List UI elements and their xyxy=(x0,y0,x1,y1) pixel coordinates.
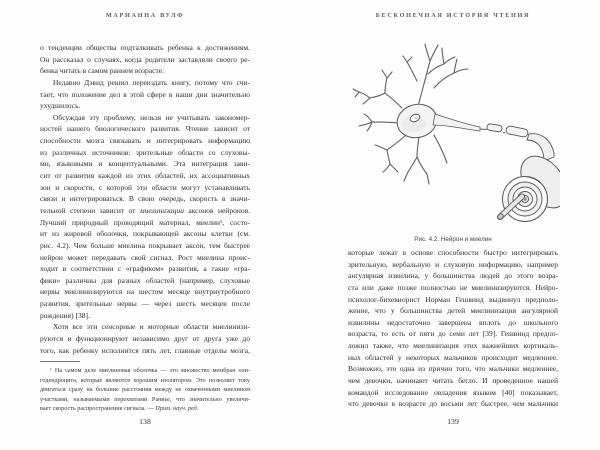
text-line: Лучший природный проводящий материал, миелин¹, состо- xyxy=(40,217,250,227)
text-line: ¹ На самом деле миелиновая оболочка — это множество мембран оли- xyxy=(50,367,250,374)
text-line: бенка читать в самом раннем возрасте. xyxy=(40,66,164,76)
text-line: фики» различны для разных областей (например, слуховые xyxy=(40,275,250,285)
text-line: которые лежат в основе способности быстро интегрировать xyxy=(348,248,558,257)
text-line: жение, что у большинства детей миелинизация ангулярной xyxy=(348,306,558,316)
text-line: ит из жировой оболочки, покрывающей аксоны клетки (см. xyxy=(40,229,250,239)
text-line: двигаться сразу на большие расстояния между не охваченными миелином xyxy=(40,386,250,394)
text-line: Он рассказал о случаях, когда родители заставляли своего ре- xyxy=(40,54,250,64)
text-line: тельной степени зависит от миелинизации аксонов нейронов. xyxy=(40,205,250,215)
text-line: Возможно, это одна из причин того, что мальчики медленнее, xyxy=(348,364,558,374)
text-line: ангулярная извилина, у большинства людей до этого возра- xyxy=(348,271,558,281)
text-line: нервы миелинизируются на шестом месяце внутриутробного xyxy=(40,287,250,297)
text-line: тает, что положение дел в этой сфере в наши дни значительно xyxy=(40,89,250,99)
figure-caption: Рис. 4.2. Нейрон и миелин xyxy=(414,236,492,243)
text-line: руются и функционируют независимо друг от друга уже до xyxy=(40,334,250,344)
text-line: развития, зрительные нервы — через шесть месяцев после xyxy=(40,299,250,309)
text-line: вает скорость распространения сигнала. — Прим. науч. ред. xyxy=(40,405,199,413)
text-line: что девочки в возрасте до восьми лет быстрее, чем мальчики xyxy=(348,399,558,409)
text-line: ных областей у некоторых мальчиков происходит медленнее. xyxy=(348,352,558,362)
text-line: рождения) [38]. xyxy=(40,310,90,320)
text-line: годендроцита, которые являются хорошим изолятором. Это позволяет току xyxy=(40,376,250,384)
text-line: зон и скорости, с которой эти области могут устанавливать xyxy=(40,182,250,192)
text-line: о тенденции общества подталкивать ребенка к достижениям. xyxy=(40,43,250,52)
left-page-body-text xyxy=(40,42,250,356)
text-line: способности мозга связывать и интегрировать информацию xyxy=(40,136,250,146)
text-line: зрительную, вербальную и слуховую информацию, например xyxy=(348,259,558,269)
running-header-left: МАРИАННА ВУЛФ xyxy=(105,12,185,19)
text-line: извилины недостаточно завершена вплоть до школьного xyxy=(348,317,558,327)
text-line: Хотя все эти сенсорные и моторные области миелинизи- xyxy=(53,322,250,332)
neuron-figure xyxy=(348,36,560,234)
text-line: сит от развития каждой из этих областей, их ассоциативных xyxy=(40,171,250,181)
axon xyxy=(433,114,487,131)
text-line: ухудшилось. xyxy=(40,101,81,111)
text-line: командой исследование овладения языком [40] показывает, xyxy=(348,387,558,397)
text-line: из различных источников: зрительные области со слуховы- xyxy=(40,147,250,157)
text-line: того, как ребенку исполнится пять лет, главные отделы мозга, xyxy=(40,345,250,355)
page-number-right: 139 xyxy=(447,417,459,426)
text-line: нейрон может передавать свой сигнал. Рост миелина проис- xyxy=(40,252,250,262)
footnote-rule xyxy=(40,361,80,362)
page-number-left: 138 xyxy=(139,417,151,426)
text-line: ми, языковыми и концептуальными. Эта интеграция зави- xyxy=(40,159,250,169)
text-line: связи и интегрироваться. В свою очередь, скорость в значи- xyxy=(40,194,250,204)
text-line: Обсуждая эту проблему, нельзя не учитывать закономер- xyxy=(53,112,250,122)
text-line: возраста, то есть от пяти до семи лет [39]. Гешвинд предпо- xyxy=(348,329,558,339)
right-page-body-text xyxy=(348,247,558,410)
text-line: ходит в соответствии с «графиком» развития, а такие «гра- xyxy=(40,264,250,274)
text-line: психолог-бихевиорист Норман Гешвинд выдвинул предполо- xyxy=(348,294,558,304)
text-line: участками, называемыми перехватами Ранвье, что значительно увеличи- xyxy=(40,395,250,403)
text-line: ложил также, что миелинизация этих важнейших кортикаль- xyxy=(348,341,558,351)
text-line: чем девочки, начинают читать бегло. И проведенное нашей xyxy=(348,376,558,386)
text-line: Недавно Дэвид решил переиздать книгу, потому что счи- xyxy=(53,77,250,87)
text-line: ста или даже позже полностью не миелинизируются. Нейро- xyxy=(348,282,558,292)
text-line: ностей нашего биологического развития. Чтение зависит от xyxy=(40,124,250,134)
running-header-right: БЕСКОНЕЧНАЯ ИСТОРИЯ ЧТЕНИЯ xyxy=(375,12,531,19)
text-line: рис. 4.2). Чем больше миелина покрывает аксон, тем быстрее xyxy=(40,240,250,250)
footnote-text xyxy=(40,366,250,414)
